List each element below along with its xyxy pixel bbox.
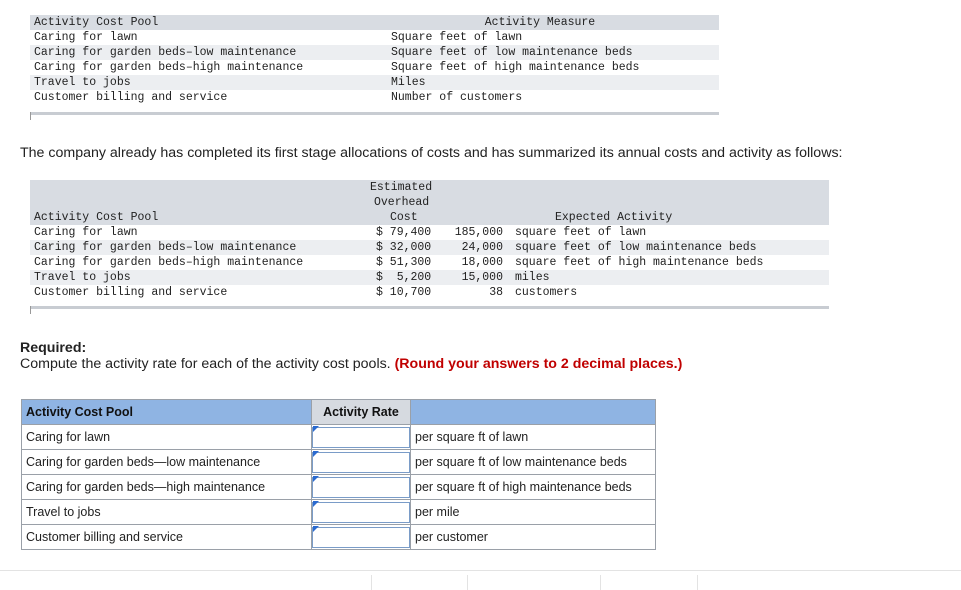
table-row: [30, 225, 829, 240]
pool-name: Caring for garden beds–high maintenance: [34, 256, 304, 269]
rounding-note: (Round your answers to 2 decimal places.): [394, 356, 683, 372]
intro-text: The company already has completed its first stage allocations of costs and has summarized its annual costs and activity as follows:: [20, 145, 843, 161]
pool-name: Travel to jobs: [34, 76, 131, 89]
table-row: [30, 45, 719, 60]
table-row: [30, 90, 719, 105]
activity-unit: square feet of lawn: [515, 226, 647, 239]
table-row: [30, 255, 829, 270]
activity-measure: Square feet of high maintenance beds: [391, 61, 640, 74]
pool-name: Caring for lawn: [34, 226, 138, 239]
rate-input-customer-billing[interactable]: [312, 527, 410, 548]
table-row: [30, 285, 829, 300]
pool-name: Caring for garden beds–low maintenance: [34, 241, 297, 254]
header-activity-measure: Activity Measure: [484, 16, 596, 29]
activity-measure-table: [30, 15, 719, 105]
grid-rate-unit: per square ft of low maintenance beds: [411, 450, 656, 475]
grid-header-row: [22, 400, 656, 425]
table-bottom-rule: [30, 112, 719, 115]
expected-quantity: 18,000: [461, 256, 503, 269]
table-header-row: [30, 15, 719, 30]
overhead-cost: $ 5,200: [376, 271, 432, 284]
table-row: [30, 240, 829, 255]
expected-quantity: 38: [489, 286, 503, 299]
required-text: Compute the activity rate for each of the activity cost pools.: [20, 356, 395, 372]
table-row: [30, 60, 719, 75]
activity-measure: Square feet of lawn: [391, 31, 523, 44]
required-instruction: [20, 356, 682, 372]
rate-cell: [312, 475, 411, 500]
overhead-cost: $ 32,000: [376, 241, 432, 254]
table-row: [22, 525, 656, 550]
required-heading: Required:: [20, 340, 87, 356]
expected-quantity: 24,000: [461, 241, 503, 254]
activity-rate-answer-grid: [21, 399, 656, 550]
pool-name: Customer billing and service: [34, 91, 228, 104]
header-cost: Cost: [390, 211, 418, 224]
pool-name: Caring for lawn: [34, 31, 138, 44]
header-activity-cost-pool: Activity Cost Pool: [34, 16, 159, 29]
table-row: [30, 270, 829, 285]
grid-pool-name: Caring for garden beds—low maintenance: [22, 450, 312, 475]
header-expected-activity: Expected Activity: [555, 211, 673, 224]
activity-unit: miles: [515, 271, 550, 284]
pool-name: Caring for garden beds–high maintenance: [34, 61, 304, 74]
table-header-block: [30, 180, 829, 225]
grid-rate-unit: per square ft of lawn: [411, 425, 656, 450]
grid-header-activity-cost-pool: Activity Cost Pool: [22, 400, 312, 425]
expected-quantity: 15,000: [461, 271, 503, 284]
footer-tick: [371, 575, 372, 590]
activity-unit: customers: [515, 286, 578, 299]
header-overhead: Overhead: [374, 196, 430, 209]
rate-cell: [312, 500, 411, 525]
rate-cell: [312, 525, 411, 550]
footer-tick: [697, 575, 698, 590]
table-row: [22, 500, 656, 525]
grid-pool-name: Customer billing and service: [22, 525, 312, 550]
overhead-cost: $ 10,700: [376, 286, 432, 299]
grid-pool-name: Caring for garden beds—high maintenance: [22, 475, 312, 500]
grid-rate-unit: per mile: [411, 500, 656, 525]
activity-measure: Miles: [391, 76, 426, 89]
overhead-cost-table: [30, 180, 829, 300]
overhead-cost: $ 51,300: [376, 256, 432, 269]
table-rule-tick: [30, 306, 31, 314]
pool-name: Caring for garden beds–low maintenance: [34, 46, 297, 59]
footer-divider: [0, 570, 961, 571]
overhead-cost: $ 79,400: [376, 226, 432, 239]
grid-rate-unit: per customer: [411, 525, 656, 550]
pool-name: Customer billing and service: [34, 286, 228, 299]
table-row: [30, 75, 719, 90]
table-bottom-rule: [30, 306, 829, 309]
rate-input-caring-for-lawn[interactable]: [312, 427, 410, 448]
header-activity-cost-pool: Activity Cost Pool: [34, 211, 159, 224]
pool-name: Travel to jobs: [34, 271, 131, 284]
header-estimated: Estimated: [370, 181, 433, 194]
table-row: [30, 30, 719, 45]
table-row: [22, 475, 656, 500]
activity-measure: Square feet of low maintenance beds: [391, 46, 633, 59]
table-row: [22, 425, 656, 450]
activity-unit: square feet of low maintenance beds: [515, 241, 757, 254]
table-rule-tick: [30, 112, 31, 120]
rate-input-travel-to-jobs[interactable]: [312, 502, 410, 523]
table-row: [22, 450, 656, 475]
grid-header-unit: [411, 400, 656, 425]
footer-tick: [600, 575, 601, 590]
rate-input-high-maintenance-beds[interactable]: [312, 477, 410, 498]
grid-pool-name: Caring for lawn: [22, 425, 312, 450]
grid-rate-unit: per square ft of high maintenance beds: [411, 475, 656, 500]
grid-pool-name: Travel to jobs: [22, 500, 312, 525]
activity-unit: square feet of high maintenance beds: [515, 256, 764, 269]
expected-quantity: 185,000: [454, 226, 503, 239]
rate-cell: [312, 450, 411, 475]
rate-input-low-maintenance-beds[interactable]: [312, 452, 410, 473]
footer-tick: [467, 575, 468, 590]
activity-measure: Number of customers: [391, 91, 523, 104]
rate-cell: [312, 425, 411, 450]
grid-header-activity-rate: Activity Rate: [312, 400, 411, 425]
